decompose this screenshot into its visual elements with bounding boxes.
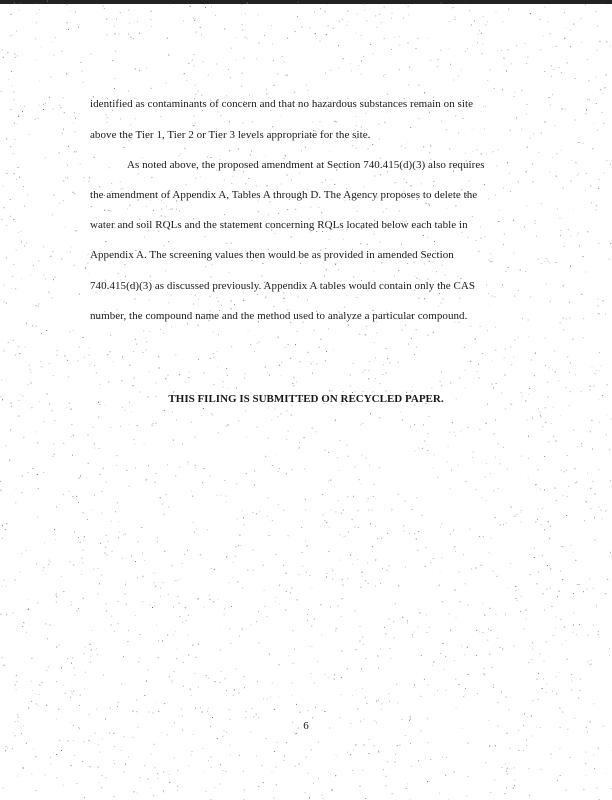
- body-line-8: number, the compound name and the method used to analyze a particular compound.: [90, 310, 468, 322]
- body-line-4: the amendment of Appendix A, Tables A through D. The Agency proposes to delete the: [90, 189, 478, 201]
- body-line-1: identified as contaminants of concern and that no hazardous substances remain on site: [90, 98, 474, 110]
- body-line-7: 740.415(d)(3) as discussed previously. Appendix A tables would contain only the CAS: [90, 280, 476, 292]
- recycled-paper-notice: THIS FILING IS SUBMITTED ON RECYCLED PAPER.: [168, 393, 444, 405]
- body-line-2: above the Tier 1, Tier 2 or Tier 3 levels appropriate for the site.: [90, 129, 371, 141]
- body-line-5: water and soil RQLs and the statement concerning RQLs located below each table in: [90, 219, 468, 231]
- page-number: 6: [303, 720, 309, 732]
- body-line-6: Appendix A. The screening values then would be as provided in amended Section: [90, 249, 454, 261]
- body-line-3: As noted above, the proposed amendment at Section 740.415(d)(3) also requires: [127, 159, 485, 171]
